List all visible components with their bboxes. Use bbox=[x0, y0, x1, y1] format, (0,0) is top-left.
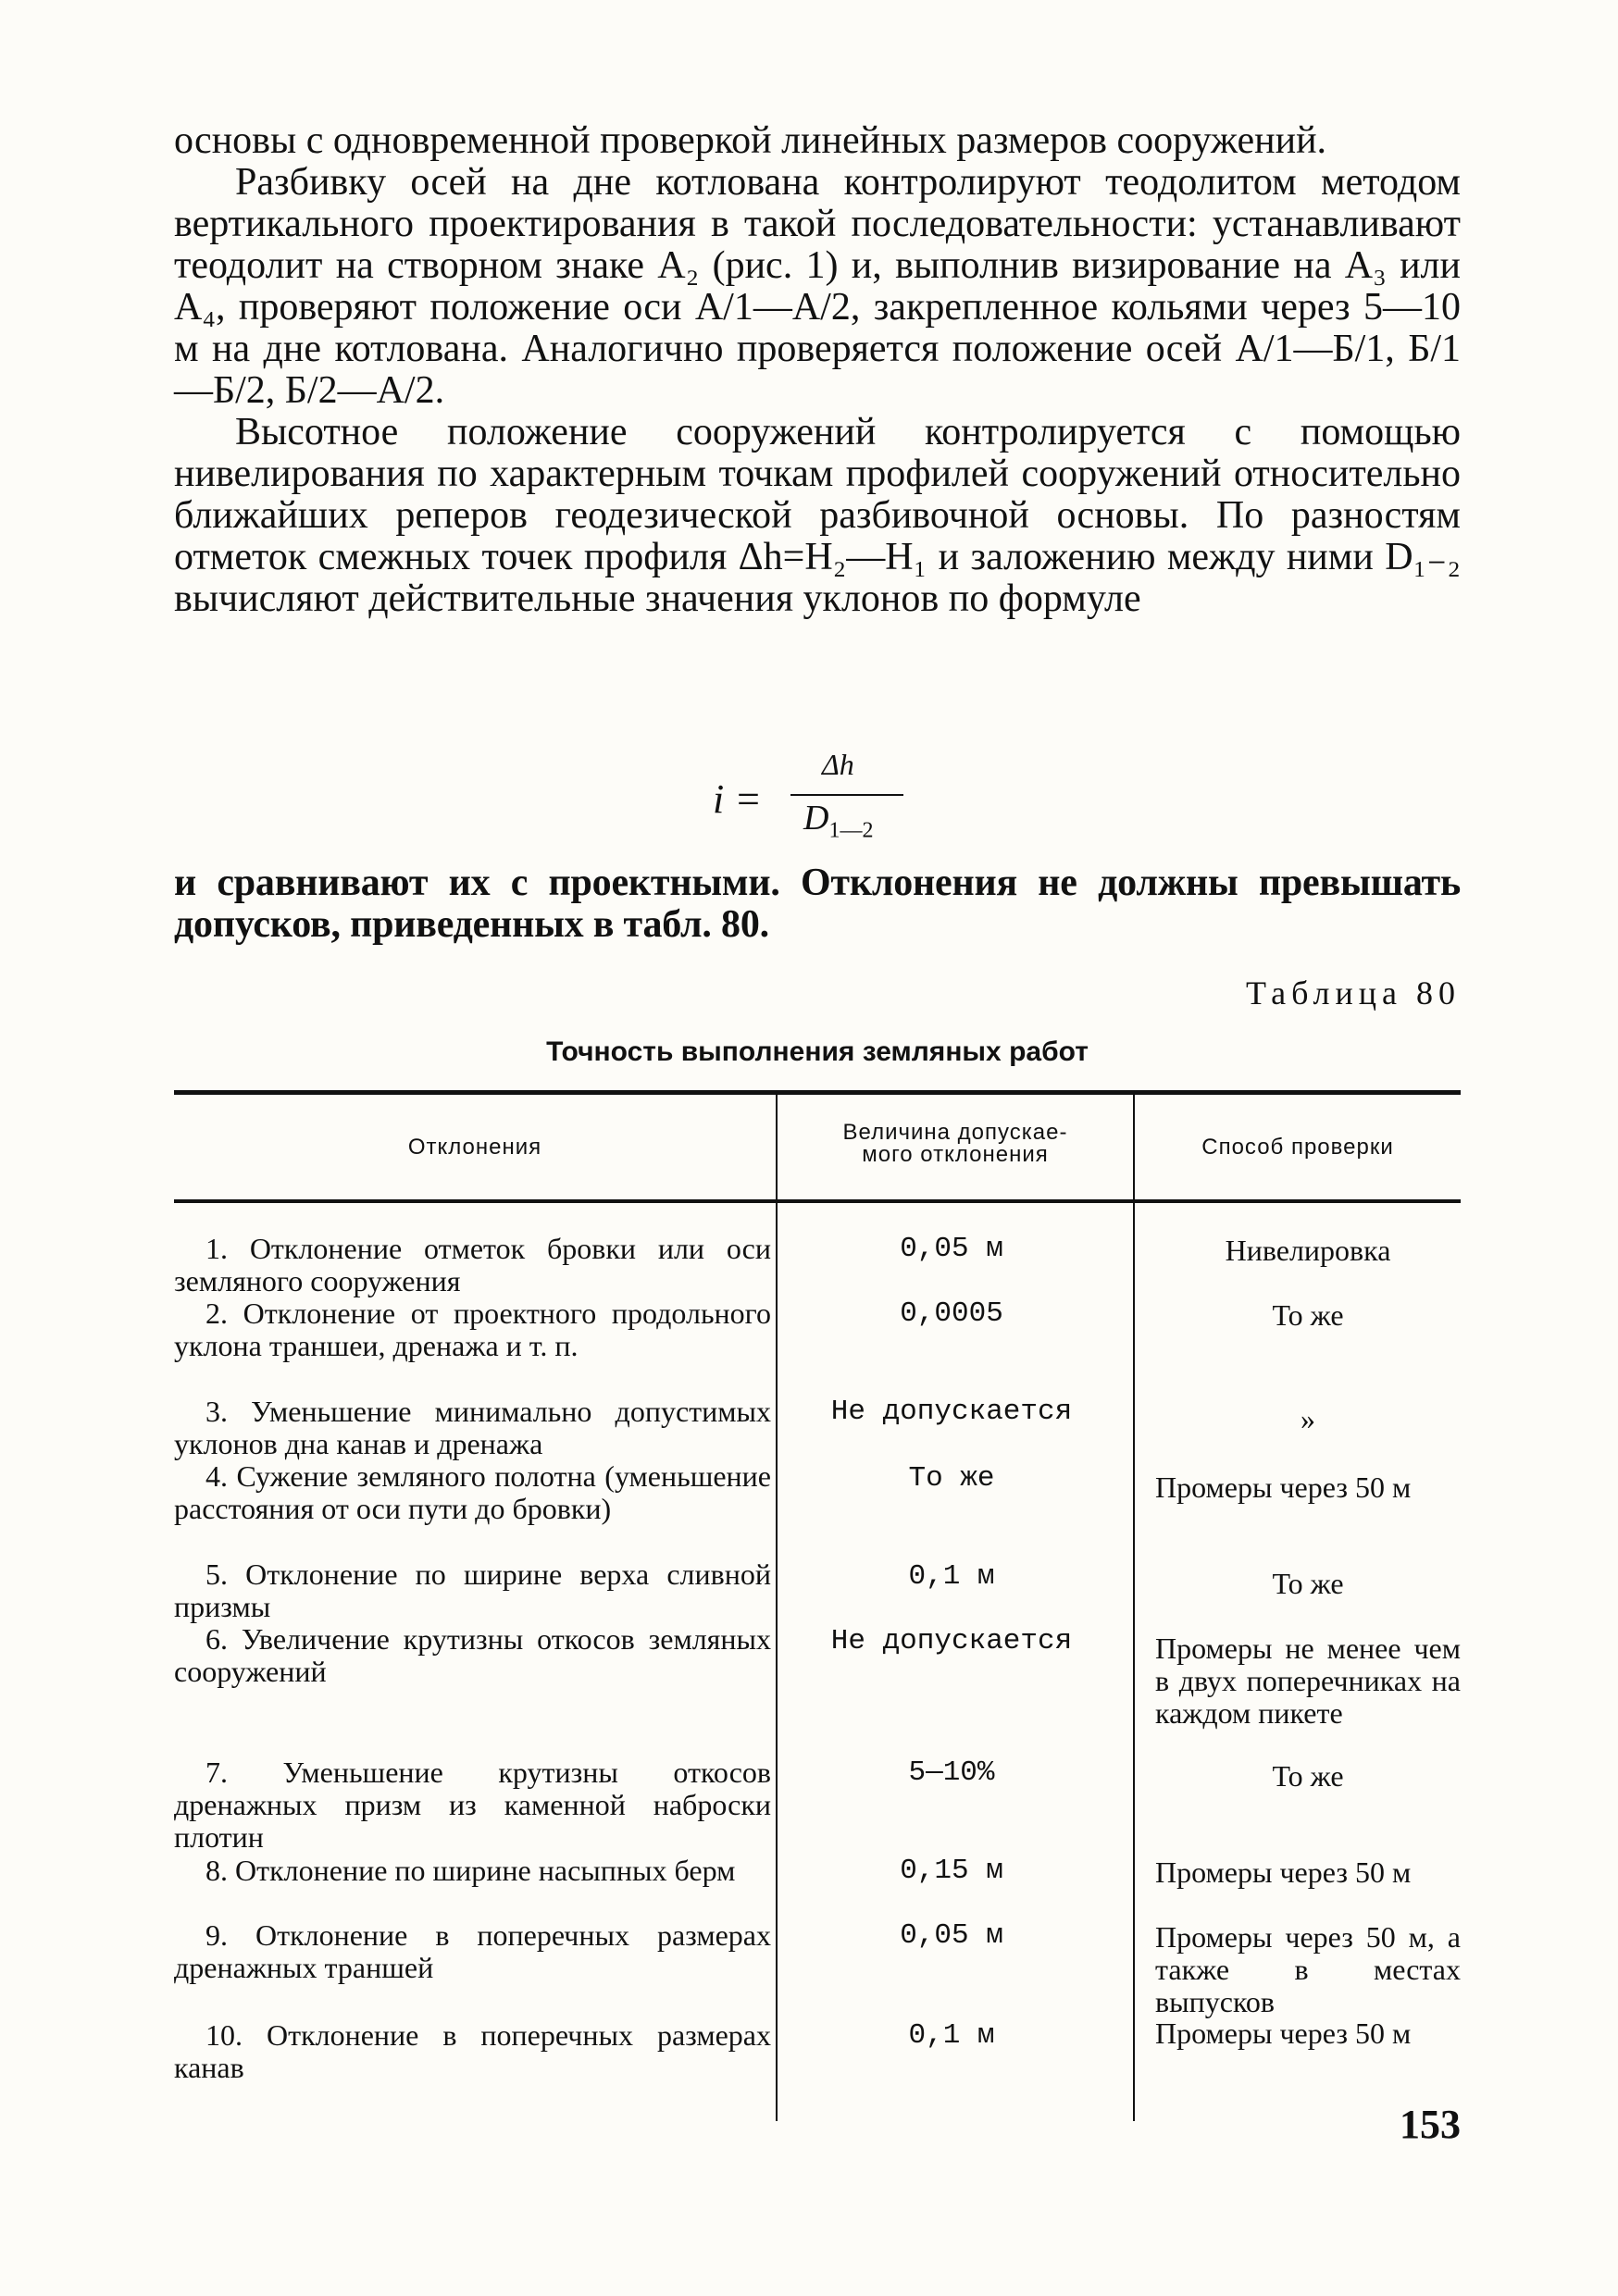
formula-lhs: i = bbox=[713, 776, 762, 822]
paragraph-1: основы с одновременной проверкой линейных размеров сооружений. bbox=[174, 119, 1327, 162]
table-row-10-deviation bbox=[174, 2019, 771, 2084]
formula-denominator-base: D bbox=[803, 799, 829, 838]
table-row-4-method: Промеры через 50 м bbox=[1155, 1471, 1412, 1504]
table-row-6-method: Промеры не менее чем в двух поперечниках на каждом пикете bbox=[1155, 1632, 1461, 1730]
table-row-10-tolerance: 0,1 м bbox=[908, 2019, 995, 2052]
formula-denominator-sub: 1—2 bbox=[828, 818, 874, 843]
body-divider-1 bbox=[776, 1203, 778, 2121]
table-row-8-method: Промеры через 50 м bbox=[1155, 1855, 1412, 1889]
paragraph-2: Разбивку осей на дне котлована контролируют теодолитом методом вертикального проектирования в такой последовательности: устанавливают теодолит на створном знаке А₂ (рис. 1) и, выполнив визирование на А₃ или А₄, проверяют положение оси А/1—А/2, закрепленное кольями через 5—10 м на дне котлована. Аналогично проверяется положение осей А/1—Б/1, Б/1—Б/2, Б/2—А/2. bbox=[174, 161, 1461, 412]
body-text-top bbox=[174, 120, 1461, 620]
table-row-1-tolerance: 0,05 м bbox=[900, 1233, 1003, 1265]
table-row-3-deviation bbox=[174, 1396, 771, 1460]
header-deviations: Отклонения bbox=[407, 1135, 542, 1160]
table-row-1-method: Нивелировка bbox=[1225, 1234, 1391, 1267]
row-6-deviation-text: 6. Увеличение крутизны откосов земляных сооружений bbox=[174, 1622, 771, 1688]
table-row-3-tolerance: Не допускается bbox=[830, 1396, 1073, 1428]
table-row-8-tolerance: 0,15 м bbox=[900, 1855, 1003, 1887]
table-header-rule bbox=[174, 1199, 1461, 1203]
row-10-deviation-text: 10. Отклонение в поперечных размерах канав bbox=[174, 2018, 771, 2084]
table-row-7-method: То же bbox=[1272, 1759, 1344, 1793]
paragraph-3: Высотное положение сооружений контролируется с помощью нивелирования по характерным точкам профилей сооружений относительно ближайших реперов геодезической разбивочной основы. По разностям отметок смежных точек профиля Δh=H₂—H₁ и заложению между ними D₁₋₂ вычисляют действительные значения уклонов по формуле bbox=[174, 411, 1461, 620]
row-4-deviation-text: 4. Сужение земляного полотна (уменьшение расстояния от оси пути до бровки) bbox=[174, 1459, 771, 1525]
table-row-2-tolerance: 0,0005 bbox=[900, 1297, 1003, 1330]
slope-formula bbox=[713, 748, 916, 859]
table-row-8-deviation bbox=[174, 1855, 771, 1887]
table-row-6-tolerance: Не допускается bbox=[830, 1625, 1073, 1657]
row-3-deviation-text: 3. Уменьшение минимально допустимых уклонов дна канав и дренажа bbox=[174, 1395, 771, 1460]
header-tolerance bbox=[778, 1122, 1133, 1166]
table-row-4-tolerance: То же bbox=[908, 1462, 995, 1495]
table-row-2-deviation bbox=[174, 1297, 771, 1362]
table-row-5-tolerance: 0,1 м bbox=[908, 1560, 995, 1593]
table-row-1-deviation bbox=[174, 1233, 771, 1297]
body-divider-2 bbox=[1133, 1203, 1135, 2121]
table-row-9-method: Промеры через 50 м, а также в местах выпусков bbox=[1155, 1920, 1461, 2018]
page-number: 153 bbox=[1400, 2102, 1461, 2147]
row-8-deviation-text: 8. Отклонение по ширине насыпных берм bbox=[205, 1854, 736, 1887]
header-method: Способ проверки bbox=[1201, 1135, 1394, 1160]
table-row-6-deviation bbox=[174, 1623, 771, 1688]
paragraph-conclusion: и сравнивают их с проектными. Отклонения не должны превышать допусков, приведенных в табл. 80. bbox=[174, 862, 1461, 946]
formula-numerator: Δh bbox=[822, 748, 854, 781]
table-row-9-deviation bbox=[174, 1919, 771, 1984]
header-tolerance-line1: Величина допускае- bbox=[842, 1120, 1068, 1145]
row-7-deviation-text: 7. Уменьшение крутизны откосов дренажных призм из каменной наброски плотин bbox=[174, 1756, 771, 1854]
header-tolerance-line2: мого отклонения bbox=[862, 1142, 1049, 1167]
table-row-7-deviation bbox=[174, 1756, 771, 1854]
table-row-3-method: » bbox=[1301, 1402, 1315, 1435]
row-1-deviation-text: 1. Отклонение отметок бровки или оси земляного сооружения bbox=[174, 1232, 771, 1297]
table-row-5-method: То же bbox=[1272, 1567, 1344, 1600]
fraction-bar bbox=[790, 794, 903, 796]
table-row-4-deviation bbox=[174, 1460, 771, 1525]
table-row-2-method: То же bbox=[1272, 1298, 1344, 1332]
table-top-rule bbox=[174, 1090, 1461, 1095]
row-9-deviation-text: 9. Отклонение в поперечных размерах дренажных траншей bbox=[174, 1918, 771, 1984]
conclusion-text bbox=[174, 863, 1461, 946]
row-5-deviation-text: 5. Отклонение по ширине верха сливной призмы bbox=[174, 1558, 771, 1623]
table-title: Точность выполнения земляных работ bbox=[546, 1036, 1089, 1067]
row-2-deviation-text: 2. Отклонение от проектного продольного уклона траншеи, дренажа и т. п. bbox=[174, 1297, 771, 1362]
table-row-7-tolerance: 5—10% bbox=[908, 1756, 995, 1789]
formula-denominator bbox=[803, 798, 873, 844]
table-label: Таблица 80 bbox=[1246, 974, 1461, 1011]
table-row-10-method: Промеры через 50 м bbox=[1155, 2017, 1412, 2050]
table-row-9-tolerance: 0,05 м bbox=[900, 1919, 1003, 1952]
table-row-5-deviation bbox=[174, 1558, 771, 1623]
